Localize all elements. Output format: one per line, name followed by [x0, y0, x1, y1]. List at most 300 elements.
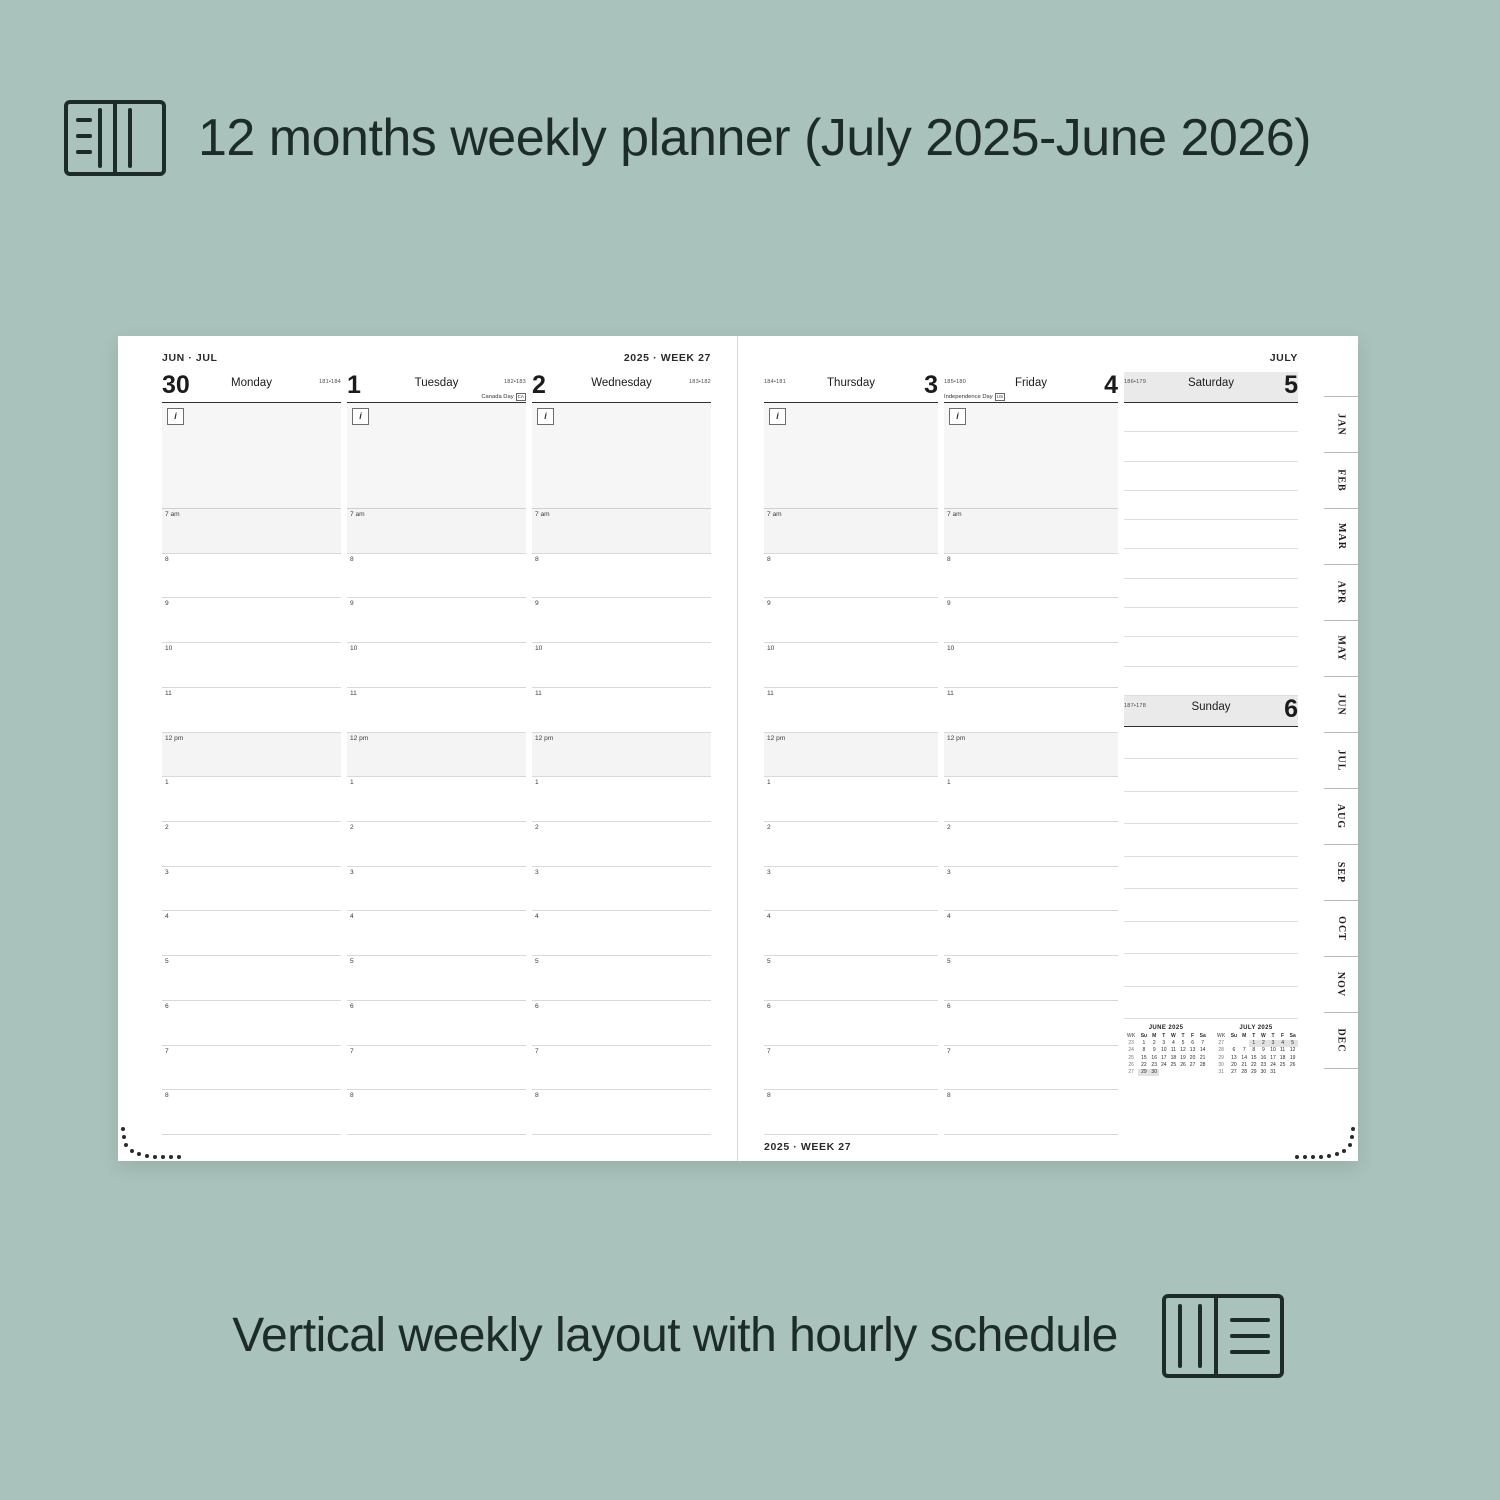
month-tab-dec[interactable]: [1326, 1012, 1356, 1068]
hour-slot[interactable]: [162, 509, 341, 554]
day-column-tuesday[interactable]: [347, 372, 526, 1135]
hour-label: 6: [947, 1002, 951, 1010]
write-line[interactable]: [1124, 549, 1298, 578]
hour-label: 11: [350, 689, 357, 697]
hour-slot[interactable]: [944, 1090, 1118, 1135]
hour-slot[interactable]: [162, 643, 341, 688]
hour-label: 7 am: [350, 511, 365, 518]
hour-label: 1: [165, 779, 169, 787]
day-number: 5: [1284, 371, 1298, 399]
hour-slot[interactable]: [162, 777, 341, 822]
hour-slot[interactable]: [162, 822, 341, 867]
mini-day: 11: [1170, 1047, 1176, 1054]
hour-label: 12 pm: [535, 734, 554, 742]
hour-label: 7 am: [165, 511, 180, 518]
mini-day: 8: [1252, 1047, 1256, 1054]
write-line[interactable]: [1124, 579, 1298, 608]
hour-label: 8: [350, 555, 354, 563]
hour-label: 7: [947, 1047, 951, 1055]
hour-slot[interactable]: [764, 1046, 938, 1091]
hour-label: 1: [535, 779, 539, 787]
mini-day: 27: [1189, 1061, 1196, 1068]
hour-slot[interactable]: [347, 688, 526, 733]
write-line[interactable]: [1124, 857, 1298, 889]
hour-slot[interactable]: [162, 1046, 341, 1091]
hour-slot[interactable]: [162, 598, 341, 643]
hour-slot[interactable]: [944, 554, 1118, 599]
write-line[interactable]: [1124, 792, 1298, 824]
mini-day: 6: [1191, 1040, 1194, 1047]
day-header: [162, 372, 341, 403]
write-line[interactable]: [1124, 987, 1298, 1019]
hour-slot[interactable]: [347, 867, 526, 912]
mini-day: 24: [1161, 1061, 1167, 1068]
write-line[interactable]: [1124, 889, 1298, 921]
left-page-header-week: 2025 · WEEK 27: [623, 352, 711, 364]
mini-day: 17: [1161, 1054, 1167, 1061]
left-page-header-months: JUN · JUL: [162, 352, 218, 364]
hour-label: 4: [350, 913, 354, 921]
day-notes-area[interactable]: [944, 403, 1118, 509]
hour-slot[interactable]: [764, 509, 938, 554]
hour-slot[interactable]: [764, 911, 938, 956]
hour-label: 10: [767, 645, 775, 653]
hour-slot[interactable]: [764, 822, 938, 867]
hour-slot[interactable]: [764, 688, 938, 733]
mini-day: [1239, 1040, 1249, 1047]
hour-label: 11: [165, 689, 172, 697]
mini-calendar-table: [1124, 1033, 1208, 1076]
mini-day: 16: [1151, 1054, 1157, 1061]
day-name: Thursday: [827, 377, 875, 389]
day-page-refs: 187•178: [1124, 703, 1147, 709]
hour-label: 9: [947, 600, 951, 608]
mini-day: 24: [1270, 1061, 1276, 1068]
hour-label: 6: [165, 1002, 169, 1010]
hour-slot[interactable]: [347, 1046, 526, 1091]
right-page-header-month: JULY: [1269, 352, 1298, 364]
day-name: Sunday: [1191, 701, 1231, 713]
mini-week-num: 31: [1218, 1069, 1224, 1076]
day-number: 6: [1284, 695, 1298, 723]
day-header: [764, 372, 938, 403]
month-tab-label: JUN: [1335, 692, 1347, 716]
hour-label: 7 am: [535, 511, 550, 518]
mini-day: 27: [1231, 1069, 1237, 1076]
day-name: Wednesday: [591, 377, 652, 389]
info-icon[interactable]: i: [167, 408, 184, 425]
info-icon[interactable]: i: [352, 408, 369, 425]
month-tab-label: AUG: [1335, 803, 1347, 829]
month-tab-label: DEC: [1335, 1027, 1347, 1053]
hour-label: 5: [535, 958, 539, 966]
day-page-refs: 186•179: [1124, 379, 1147, 385]
hour-slot[interactable]: [764, 956, 938, 1001]
holiday-country-flag: US: [996, 394, 1004, 399]
day-notes-area[interactable]: [347, 403, 526, 509]
hour-slot[interactable]: [944, 509, 1118, 554]
hour-slot[interactable]: [347, 956, 526, 1001]
hour-label: 8: [767, 1092, 771, 1100]
mini-col-head: WK: [1217, 1033, 1226, 1039]
day-header: [347, 372, 526, 403]
hour-slot[interactable]: [532, 554, 711, 599]
hour-slot[interactable]: [532, 643, 711, 688]
hour-slot[interactable]: [532, 1046, 711, 1091]
hour-slot[interactable]: [162, 867, 341, 912]
day-notes-area[interactable]: [764, 403, 938, 509]
mini-day: 10: [1161, 1047, 1167, 1054]
hour-slot[interactable]: [532, 911, 711, 956]
day-column-friday[interactable]: [944, 372, 1118, 1135]
hour-slot[interactable]: [764, 867, 938, 912]
mini-day: 6: [1232, 1047, 1236, 1054]
open-book-icon: [1158, 1280, 1288, 1390]
mini-day: [1188, 1069, 1198, 1076]
hour-slot[interactable]: [162, 1090, 341, 1135]
mini-day: 29: [1251, 1069, 1257, 1076]
hour-label: 12 pm: [165, 734, 184, 742]
write-line[interactable]: [1124, 637, 1298, 666]
hour-label: 9: [350, 600, 354, 608]
mini-day: 30: [1149, 1069, 1159, 1076]
mini-calendar-title: JUNE 2025: [1148, 1025, 1184, 1031]
mini-day: 25: [1170, 1061, 1177, 1068]
hour-slot[interactable]: [944, 598, 1118, 643]
hour-label: 8: [535, 1092, 539, 1100]
month-tab-jul[interactable]: [1326, 732, 1356, 788]
hour-label: 11: [767, 689, 774, 697]
mini-week-num: 30: [1218, 1061, 1224, 1068]
write-line[interactable]: [1124, 491, 1298, 520]
mini-day: 21: [1241, 1061, 1247, 1068]
hour-label: 3: [165, 868, 169, 876]
hour-slot[interactable]: [532, 777, 711, 822]
mini-day: 18: [1170, 1054, 1177, 1061]
hour-slot[interactable]: [944, 643, 1118, 688]
hour-slot[interactable]: [347, 733, 526, 778]
month-tab-label: JAN: [1335, 412, 1347, 436]
holiday-name: Canada Day: [481, 394, 514, 400]
hour-label: 3: [947, 868, 951, 876]
hour-label: 11: [535, 689, 542, 697]
hour-label: 10: [947, 645, 955, 653]
mini-day: 30: [1260, 1069, 1267, 1076]
hour-slot[interactable]: [532, 733, 711, 778]
hour-label: 12 pm: [947, 734, 966, 742]
hour-slot[interactable]: [532, 822, 711, 867]
mini-calendar-row: [1214, 1069, 1298, 1076]
day-column-thursday[interactable]: [764, 372, 938, 1135]
hour-label: 8: [165, 1092, 169, 1100]
mini-week-num: 29: [1218, 1054, 1224, 1061]
hour-slot[interactable]: [162, 956, 341, 1001]
hour-slot[interactable]: [764, 598, 938, 643]
mini-day: 17: [1270, 1054, 1276, 1061]
mini-calendar-row: [1124, 1040, 1208, 1047]
hour-label: 2: [165, 824, 169, 832]
info-icon[interactable]: i: [537, 408, 554, 425]
mini-day: 10: [1270, 1047, 1276, 1054]
mini-day: 7: [1242, 1047, 1246, 1054]
mini-day: 9: [1262, 1047, 1265, 1054]
hour-slot[interactable]: [944, 911, 1118, 956]
day-page-refs: 182•183: [503, 379, 526, 385]
info-icon[interactable]: i: [769, 408, 786, 425]
day-number: 3: [924, 371, 938, 399]
hour-label: 10: [535, 645, 543, 653]
hour-label: 1: [767, 779, 771, 787]
hour-slot[interactable]: [532, 688, 711, 733]
hour-label: 2: [947, 824, 951, 832]
hour-label: 5: [767, 958, 771, 966]
mini-day: 5: [1287, 1040, 1298, 1047]
mini-day: 2: [1259, 1040, 1269, 1047]
hour-slot[interactable]: [347, 777, 526, 822]
hour-slot[interactable]: [764, 554, 938, 599]
top-header: [60, 78, 1460, 198]
month-tab-nov[interactable]: [1326, 956, 1356, 1012]
mini-col-head: F: [1281, 1033, 1285, 1039]
day-notes-area[interactable]: [532, 403, 711, 509]
day-column-monday[interactable]: [162, 372, 341, 1135]
day-name: Monday: [231, 377, 272, 389]
hour-label: 3: [535, 868, 539, 876]
sunday-write-lines[interactable]: [1124, 727, 1298, 1019]
hour-slot[interactable]: [162, 911, 341, 956]
mini-week-num: 27: [1128, 1069, 1134, 1076]
month-tab-label: MAY: [1335, 635, 1347, 661]
hour-label: 4: [535, 913, 539, 921]
right-page-footer-week: 2025 · WEEK 27: [764, 1141, 852, 1153]
hour-slot[interactable]: [162, 1001, 341, 1046]
mini-day: 22: [1141, 1061, 1147, 1068]
month-tab-aug[interactable]: [1326, 788, 1356, 844]
mini-day: 3: [1268, 1040, 1278, 1047]
write-line[interactable]: [1124, 462, 1298, 491]
hour-slot[interactable]: [944, 956, 1118, 1001]
day-header-saturday: [1124, 372, 1298, 403]
hour-slot[interactable]: [347, 1090, 526, 1135]
month-tab-label: NOV: [1335, 971, 1347, 997]
month-tab-label: APR: [1335, 580, 1347, 604]
hour-label: 10: [165, 645, 173, 653]
hour-slot[interactable]: [944, 688, 1118, 733]
write-line[interactable]: [1124, 922, 1298, 954]
hour-slot[interactable]: [532, 509, 711, 554]
month-tab-jan[interactable]: [1326, 396, 1356, 452]
right-day-columns: [764, 372, 1298, 1135]
hour-label: 5: [947, 958, 951, 966]
holiday-label: [944, 393, 1005, 401]
mini-day: 23: [1260, 1061, 1267, 1068]
day-page-refs: 185•180: [944, 379, 967, 385]
write-line[interactable]: [1124, 727, 1298, 759]
mini-day: 28: [1241, 1069, 1247, 1076]
month-tab-label: SEP: [1335, 861, 1347, 883]
day-header: [944, 372, 1118, 403]
mini-col-head: T: [1271, 1033, 1275, 1039]
mini-day: 26: [1180, 1061, 1186, 1068]
mini-day: 14: [1199, 1047, 1206, 1054]
mini-calendar-row: [1124, 1062, 1208, 1069]
hour-slot[interactable]: [944, 733, 1118, 778]
mini-calendar-june[interactable]: [1124, 1025, 1208, 1135]
hour-slot[interactable]: [162, 688, 341, 733]
hour-slot[interactable]: [944, 1046, 1118, 1091]
mini-calendar-july[interactable]: [1214, 1025, 1298, 1135]
hour-label: 8: [165, 555, 169, 563]
hour-slot[interactable]: [347, 554, 526, 599]
saturday-write-lines[interactable]: [1124, 403, 1298, 696]
hour-label: 6: [350, 1002, 354, 1010]
day-name: Friday: [1015, 377, 1047, 389]
mini-calendar-row: [1124, 1047, 1208, 1054]
mini-day: [1228, 1040, 1239, 1047]
month-tab-jun[interactable]: [1326, 676, 1356, 732]
write-line[interactable]: [1124, 954, 1298, 986]
hour-slot[interactable]: [347, 822, 526, 867]
hour-slot[interactable]: [944, 777, 1118, 822]
write-line[interactable]: [1124, 432, 1298, 461]
mini-day: 15: [1251, 1054, 1257, 1061]
mini-week-num: 27: [1218, 1040, 1224, 1047]
month-tab-may[interactable]: [1326, 620, 1356, 676]
hour-label: 7: [767, 1047, 771, 1055]
mini-col-head: Sa: [1199, 1033, 1206, 1039]
hour-slot[interactable]: [347, 1001, 526, 1046]
day-column-wednesday[interactable]: [532, 372, 711, 1135]
write-line[interactable]: [1124, 608, 1298, 637]
info-icon[interactable]: i: [949, 408, 966, 425]
mini-day: 23: [1151, 1061, 1157, 1068]
mini-day: [1287, 1069, 1298, 1076]
mini-col-head: WK: [1127, 1033, 1136, 1039]
write-line[interactable]: [1124, 403, 1298, 432]
month-tab-oct[interactable]: [1326, 900, 1356, 956]
hour-label: 3: [767, 868, 771, 876]
hour-slot[interactable]: [162, 733, 341, 778]
top-header-title: 12 months weekly planner (July 2025-June 2026): [198, 109, 1312, 167]
hour-grid: [347, 509, 526, 1135]
hour-slot[interactable]: [347, 598, 526, 643]
hour-slot[interactable]: [532, 1001, 711, 1046]
mini-day: [1197, 1069, 1208, 1076]
mini-day: 18: [1279, 1054, 1286, 1061]
write-line[interactable]: [1124, 759, 1298, 791]
month-tab-apr[interactable]: [1326, 564, 1356, 620]
hour-label: 9: [767, 600, 771, 608]
hour-label: 2: [535, 824, 539, 832]
mini-col-head: T: [1162, 1033, 1166, 1039]
hour-slot[interactable]: [764, 1001, 938, 1046]
hour-slot[interactable]: [347, 911, 526, 956]
month-tab-mar[interactable]: [1326, 508, 1356, 564]
planner-right-page: [738, 336, 1358, 1161]
mini-day: 2: [1152, 1040, 1156, 1047]
mini-col-head: M: [1152, 1033, 1157, 1039]
hour-slot[interactable]: [944, 867, 1118, 912]
hour-slot[interactable]: [764, 1090, 938, 1135]
mini-day: 19: [1180, 1054, 1186, 1061]
day-number: 1: [347, 371, 361, 399]
mini-day: 12: [1289, 1047, 1296, 1054]
mini-col-head: W: [1171, 1033, 1176, 1039]
hour-slot[interactable]: [347, 509, 526, 554]
hour-slot[interactable]: [944, 1001, 1118, 1046]
day-page-refs: 183•182: [688, 379, 711, 385]
mini-calendar-row: [1124, 1069, 1208, 1076]
bottom-header: [60, 1275, 1460, 1395]
day-header: [532, 372, 711, 403]
hour-slot[interactable]: [347, 643, 526, 688]
hour-label: 7 am: [947, 511, 962, 518]
day-notes-area[interactable]: [162, 403, 341, 509]
mini-day: 22: [1251, 1061, 1257, 1068]
hour-label: 1: [350, 779, 354, 787]
mini-day: 20: [1189, 1054, 1196, 1061]
hour-slot[interactable]: [764, 733, 938, 778]
month-tab-sep[interactable]: [1326, 844, 1356, 900]
mini-day: 8: [1142, 1047, 1146, 1054]
hour-label: 7: [165, 1047, 169, 1055]
write-line[interactable]: [1124, 520, 1298, 549]
planner-left-page: [118, 336, 738, 1161]
hour-slot[interactable]: [162, 554, 341, 599]
mini-day: 14: [1241, 1054, 1247, 1061]
open-book-icon: [60, 88, 170, 188]
mini-day: 20: [1231, 1061, 1237, 1068]
mini-calendar-row: [1214, 1055, 1298, 1062]
hour-label: 2: [350, 824, 354, 832]
write-line[interactable]: [1124, 824, 1298, 856]
mini-col-head: T: [1252, 1033, 1256, 1039]
mini-col-head: W: [1261, 1033, 1266, 1039]
mini-day: 13: [1231, 1054, 1237, 1061]
hour-slot[interactable]: [764, 643, 938, 688]
hour-slot[interactable]: [532, 598, 711, 643]
mini-day: 4: [1278, 1040, 1288, 1047]
hour-slot[interactable]: [532, 956, 711, 1001]
day-name: Saturday: [1187, 377, 1235, 389]
left-day-columns: [162, 372, 711, 1135]
hour-slot[interactable]: [764, 777, 938, 822]
hour-label: 6: [767, 1002, 771, 1010]
holiday-name: Independence Day: [944, 394, 993, 400]
mini-col-head: T: [1181, 1033, 1185, 1039]
month-index-tabs[interactable]: [1324, 396, 1358, 1096]
mini-calendar-title: JULY 2025: [1239, 1025, 1273, 1031]
holiday-country-flag: CA: [517, 394, 524, 399]
mini-day: 25: [1279, 1061, 1286, 1068]
mini-week-num: 23: [1128, 1040, 1134, 1047]
hour-slot[interactable]: [532, 1090, 711, 1135]
day-number: 30: [162, 371, 190, 399]
day-column-weekend[interactable]: [1124, 372, 1298, 1135]
hour-slot[interactable]: [944, 822, 1118, 867]
month-tab-label: MAR: [1335, 522, 1347, 550]
mini-day: [1278, 1069, 1288, 1076]
write-line[interactable]: [1124, 667, 1298, 696]
hour-label: 8: [350, 1092, 354, 1100]
mini-day: 29: [1138, 1069, 1149, 1076]
holiday-label: [481, 393, 526, 401]
mini-col-head: Su: [1140, 1033, 1148, 1039]
mini-day: 15: [1141, 1054, 1147, 1061]
hour-grid: [764, 509, 938, 1135]
month-tab-feb[interactable]: [1326, 452, 1356, 508]
hour-slot[interactable]: [532, 867, 711, 912]
